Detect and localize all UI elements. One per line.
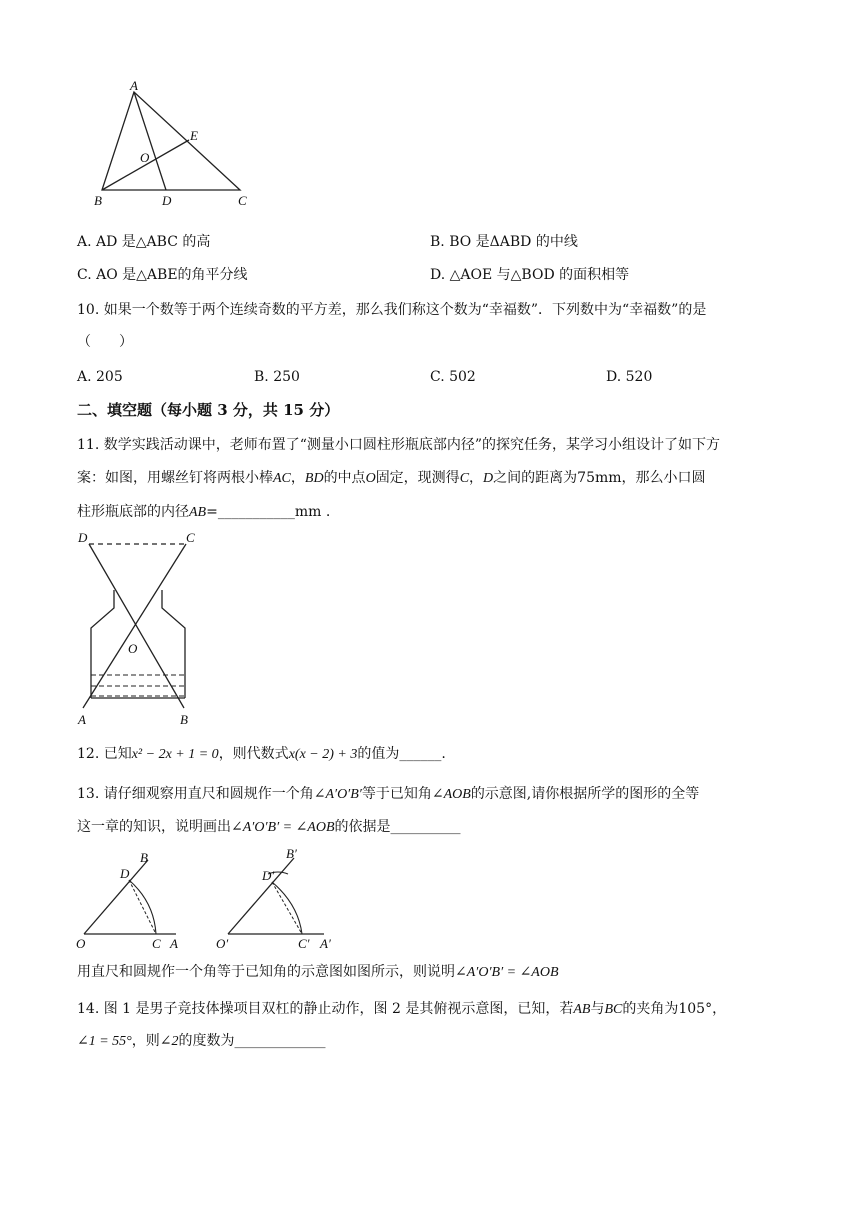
label-c: C [186, 530, 195, 545]
ray-ob [84, 860, 148, 934]
label-d: D [162, 193, 172, 208]
q14-var-ab: AB [573, 1002, 591, 1017]
q13-text-c: 的示意图,请你根据所学的图形的全等 [470, 786, 700, 802]
label-d: D [78, 530, 88, 545]
q10-paren: （ ） [77, 334, 133, 350]
label-o: O [128, 641, 138, 656]
q13-note-angle: ∠A′O′B′ = ∠AOB [455, 965, 559, 980]
q13-note [77, 963, 559, 982]
q13-line1 [77, 785, 699, 804]
q14-text-b: 与 [590, 1001, 605, 1017]
label-o: O [140, 150, 150, 165]
q12-text-mid: ，则代数式 [218, 746, 289, 762]
q11-var-c: C [459, 471, 470, 486]
label-c: C [238, 193, 247, 208]
q10-option-c: C. 502 [430, 369, 476, 385]
q13-text-d: 这一章的知识，说明画出 [77, 819, 231, 835]
label-a: A [78, 712, 86, 727]
q12-equation: x² − 2x + 1 = 0 [131, 747, 219, 762]
q9-option-c: C. AO 是△ABE的角平分线 [77, 267, 248, 283]
q12-text-pre: 12. 已知 [77, 746, 132, 762]
q13-angle-equality: ∠A′O′B′ = ∠AOB [231, 820, 335, 835]
q14-text-d: ，则 [131, 1033, 160, 1049]
q11-line2 [77, 469, 706, 488]
q11-comma: ， [290, 470, 305, 486]
q14-text-c: 的夹角为 [622, 1001, 679, 1017]
triangle-figure-q9 [90, 78, 250, 210]
q11-var-ac: AC [273, 471, 291, 486]
q11-line2-text-c: 固定，现测得 [375, 470, 460, 486]
q13-angle-given: ∠AOB [431, 787, 471, 802]
q13-angle-new: ∠A′O′B′ [313, 787, 362, 802]
bottle-left-wall [91, 590, 114, 698]
q11-line2-text-d: 之间的距离为 [493, 470, 578, 486]
q11-line3 [77, 503, 330, 522]
label-c-prime: C′ [298, 936, 310, 951]
q11-var-o: O [365, 471, 376, 486]
rod-ca [83, 544, 186, 708]
q11-answer-blank[interactable]: ___________ [217, 504, 295, 520]
q12-line [77, 745, 446, 764]
q14-var-bc: BC [604, 1002, 623, 1017]
section-title: 二、填空题（每小题 3 分，共 15 分） [77, 401, 340, 419]
q11-var-bd: BD [304, 471, 324, 486]
bottle-figure-q11 [76, 528, 206, 728]
label-b: B [140, 850, 148, 865]
ray-o-prime-b-prime [228, 858, 294, 934]
q13-text-b: 等于已知角 [361, 786, 432, 802]
q9-option-d: D. △AOE 与△BOD 的面积相等 [430, 267, 630, 283]
q11-var-ab: AB [189, 505, 207, 520]
segment-dc [129, 880, 156, 934]
label-d: D [120, 866, 130, 881]
q11-line2-text-b: 的中点 [323, 470, 366, 486]
q14-angle-1: ∠1 = 55° [77, 1034, 132, 1049]
label-o: O [76, 936, 86, 951]
q14-comma: ， [712, 1001, 727, 1017]
label-a: A [130, 78, 138, 93]
triangle-abc [102, 92, 240, 190]
angle-figure-q13-1 [76, 850, 186, 950]
q11-line1: 11. 数学实践活动课中，老师布置了“测量小口圆柱形瓶底部内径”的探究任务，某学习小组设计了如下方 [77, 437, 721, 453]
bottle-right-wall [162, 590, 185, 698]
q14-line1 [77, 1000, 726, 1019]
q14-angle-value: 105° [678, 1001, 713, 1017]
q11-eq: = [206, 504, 218, 520]
q9-option-a: A. AD 是△ABC 的高 [77, 234, 211, 250]
q11-distance-value: 75mm [577, 470, 622, 486]
q11-comma-2: ， [469, 470, 484, 486]
label-c: C [152, 936, 161, 951]
q11-line2-text-a: 案：如图，用螺丝钉将两根小棒 [77, 470, 273, 486]
q13-text-e: 的依据是__________ [334, 819, 461, 835]
segment-d-prime-c-prime [272, 882, 302, 934]
q13-text-a: 13. 请仔细观察用直尺和圆规作一个角 [77, 786, 314, 802]
label-d-prime: D′ [262, 868, 275, 883]
q11-unit: mm . [294, 504, 331, 520]
rod-db [89, 544, 184, 708]
q10-option-d: D. 520 [606, 369, 653, 385]
label-a: A [170, 936, 178, 951]
q12-text-post: 的值为______. [357, 746, 446, 762]
q10-stem: 10. 如果一个数等于两个连续奇数的平方差，那么我们称这个数为“幸福数”．下列数中为“幸福数”的是 [77, 302, 707, 318]
q11-line3-text-a: 柱形瓶底部的内径 [77, 504, 189, 520]
q13-note-text: 用直尺和圆规作一个角等于已知角的示意图如图所示，则说明 [77, 964, 455, 980]
q14-text-e[interactable]: 的度数为_____________ [178, 1033, 326, 1049]
q14-angle-2: ∠2 [159, 1034, 179, 1049]
q14-line2 [77, 1032, 326, 1051]
segment-be [102, 140, 189, 190]
q9-option-b: B. BO 是ΔABD 的中线 [430, 234, 578, 250]
label-b: B [180, 712, 188, 727]
label-o-prime: O′ [216, 936, 229, 951]
q12-expression: x(x − 2) + 3 [288, 747, 358, 762]
q14-text-a: 14. 图 1 是男子竞技体操项目双杠的静止动作，图 2 是其俯视示意图，已知，若 [77, 1001, 574, 1017]
q10-option-a: A. 205 [77, 369, 123, 385]
q10-option-b: B. 250 [254, 369, 300, 385]
label-b: B [94, 193, 102, 208]
label-a-prime: A′ [320, 936, 331, 951]
q11-line2-text-e: ，那么小口圆 [621, 470, 706, 486]
label-e: E [190, 128, 198, 143]
q11-var-d: D [483, 471, 494, 486]
angle-figure-q13-2 [216, 844, 336, 950]
q13-line2 [77, 818, 461, 837]
label-b-prime: B′ [286, 846, 297, 861]
